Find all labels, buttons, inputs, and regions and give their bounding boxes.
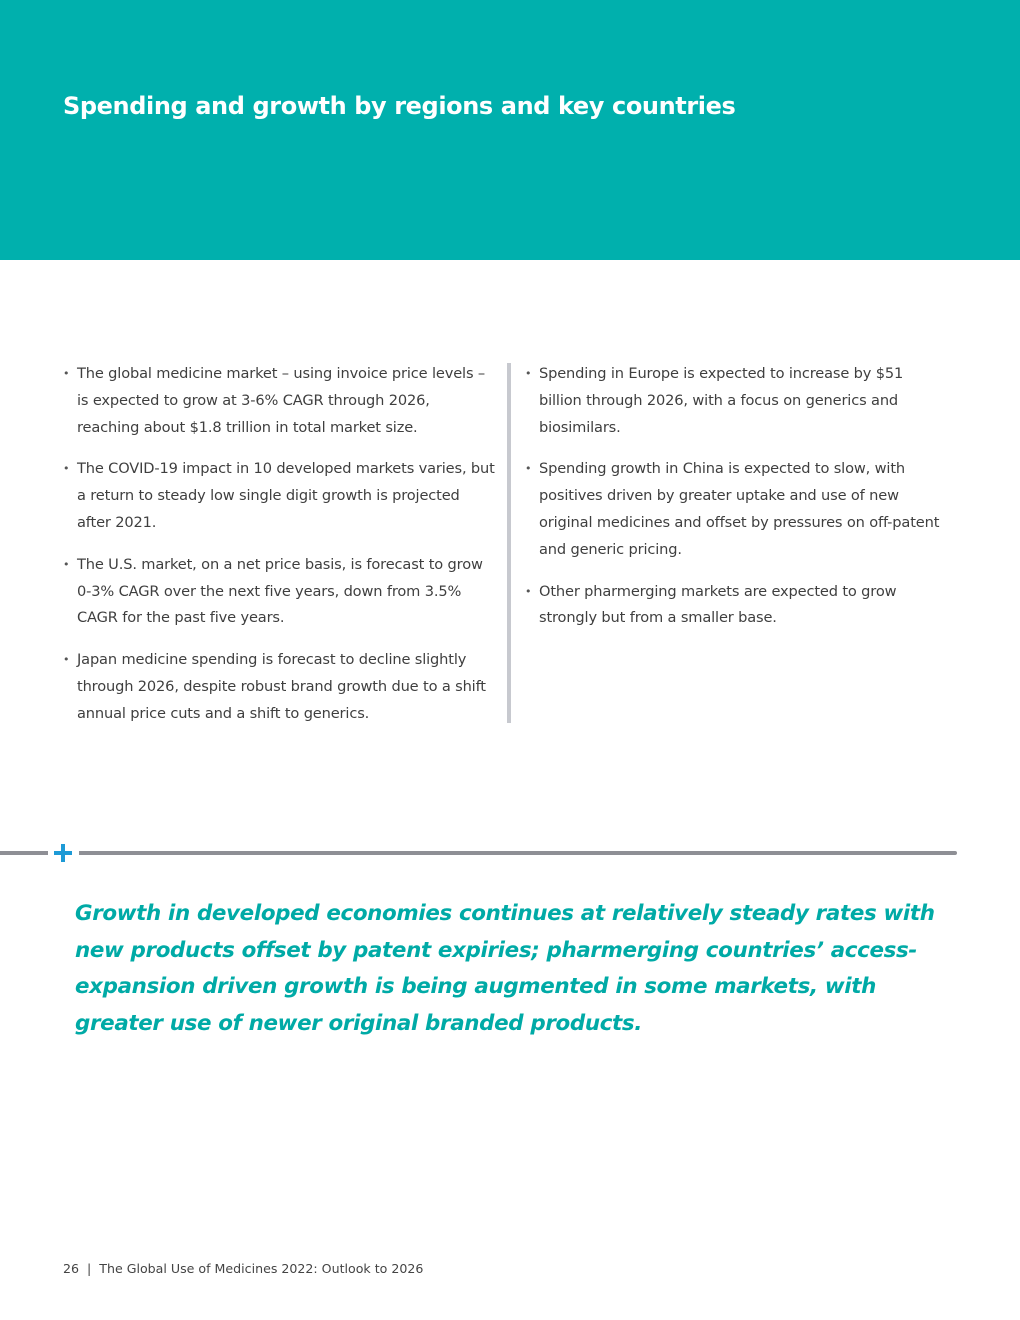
- list-item: • Other pharmerging markets are expected to grow strongly but from a smaller base.: [525, 579, 943, 633]
- list-item: • The global medicine market – using invoice price levels – is expected to grow at 3-6% CAGR through 2026, reaching about $1.8 trillion in total market size.: [63, 361, 495, 441]
- plus-icon: [54, 844, 72, 862]
- footer-separator: |: [87, 1261, 92, 1276]
- list-item: • Spending in Europe is expected to increase by $51 billion through 2026, with a focus on generics and biosimilars.: [525, 361, 943, 441]
- list-item: • The U.S. market, on a net price basis, is forecast to grow 0-3% CAGR over the next five years, down from 3.5% CAGR for the past five years.: [63, 552, 495, 632]
- left-bullet-list: [63, 361, 495, 743]
- right-bullet-list: [525, 361, 943, 647]
- header-band: [0, 0, 1020, 260]
- list-item: • Spending growth in China is expected to slow, with positives driven by greater uptake and use of new original medicines and offset by pressures on off-patent and generic pricing.: [525, 456, 943, 563]
- page-footer: [63, 1261, 423, 1276]
- column-divider: [507, 363, 511, 723]
- list-item: • Japan medicine spending is forecast to decline slightly through 2026, despite robust brand growth due to a shift annual price cuts and a shift to generics.: [63, 647, 495, 727]
- callout-rule-right: [79, 851, 957, 855]
- callout-rule-left: [0, 851, 48, 855]
- publication-title: The Global Use of Medicines 2022: Outlook to 2026: [99, 1261, 424, 1276]
- page-number: 26: [63, 1261, 80, 1276]
- list-item: • The COVID-19 impact in 10 developed markets varies, but a return to steady low single digit growth is projected after 2021.: [63, 456, 495, 536]
- page-title: Spending and growth by regions and key countries: [63, 92, 736, 120]
- pull-quote: Growth in developed economies continues at relatively steady rates with new products offset by patent expiries; pharmerging countries’ access-expansion driven growth is being augmented in some markets, with greater use of newer original branded products.: [75, 901, 935, 1037]
